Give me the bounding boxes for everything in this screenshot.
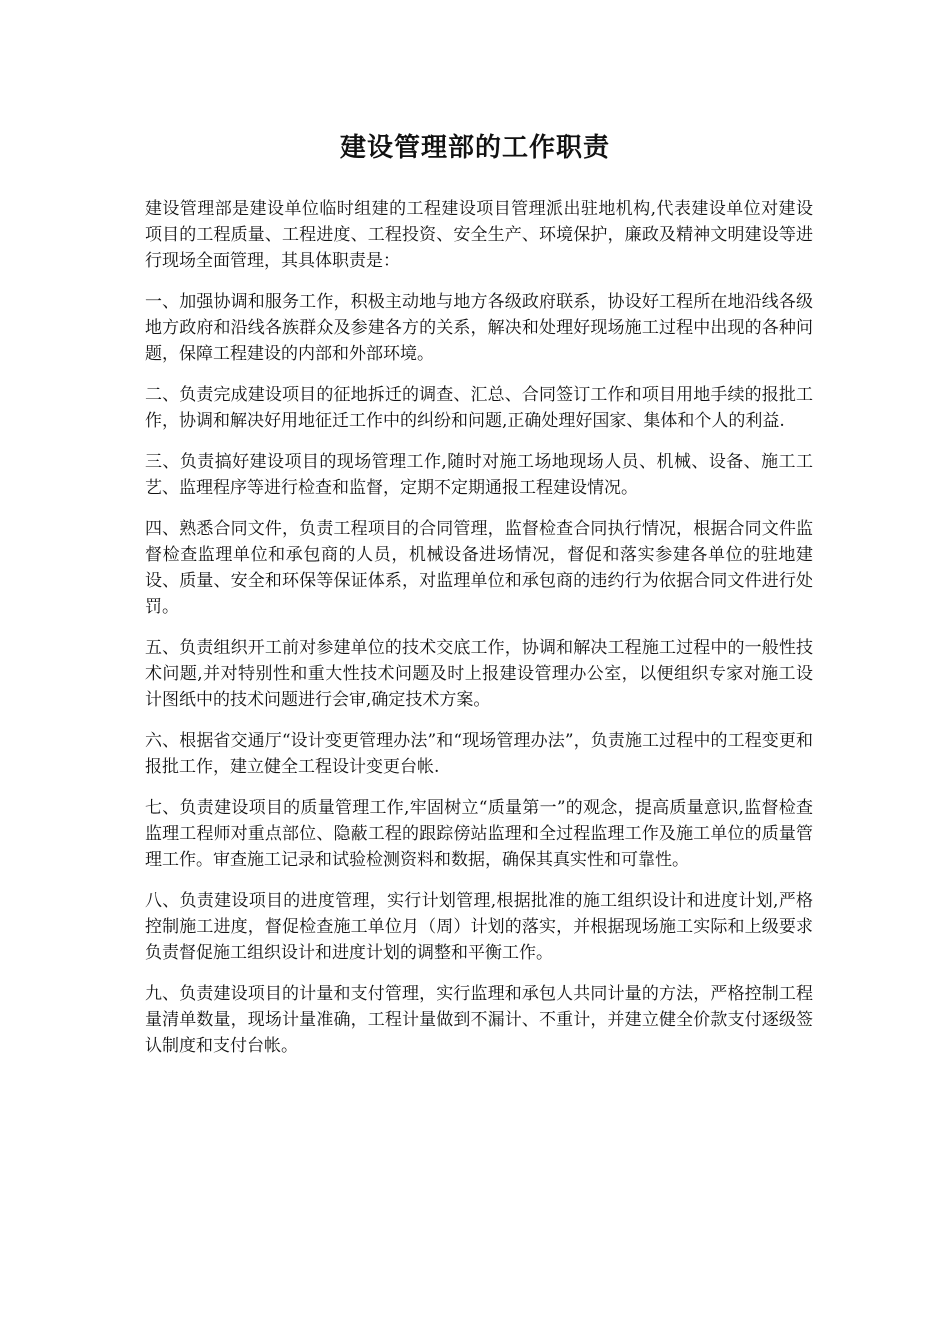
duty-paragraph-5: 五、负责组织开工前对参建单位的技术交底工作，协调和解决工程施工过程中的一般性技术问题,并对特别性和重大性技术问题及时上报建设管理办公室，以便组织专家对施工设计图纸中的技术问题进行会审,确定技术方案。: [145, 638, 813, 710]
duty-paragraph-7: 七、负责建设项目的质量管理工作,牢固树立“质量第一”的观念，提高质量意识,监督检查监理工程师对重点部位、隐蔽工程的跟踪傍站监理和全过程监理工作及施工单位的质量管理工作。审查施工记录和试验检测资料和数据，确保其真实性和可靠性。: [145, 798, 813, 870]
document-body: [145, 196, 813, 1074]
duty-paragraph-9: 九、负责建设项目的计量和支付管理，实行监理和承包人共同计量的方法，严格控制工程量清单数量，现场计量准确，工程计量做到不漏计、不重计，并建立健全价款支付逐级签认制度和支付台帐。: [145, 984, 813, 1056]
duty-paragraph-4: 四、熟悉合同文件，负责工程项目的合同管理，监督检查合同执行情况，根据合同文件监督检查监理单位和承包商的人员，机械设备进场情况，督促和落实参建各单位的驻地建设、质量、安全和环保等保证体系，对监理单位和承包商的违约行为依据合同文件进行处罚。: [145, 519, 813, 617]
duty-paragraph-1: 一、加强协调和服务工作，积极主动地与地方各级政府联系，协设好工程所在地沿线各级地方政府和沿线各族群众及参建各方的关系，解决和处理好现场施工过程中出现的各种问题，保障工程建设的内部和外部环境。: [145, 292, 813, 364]
document-title: 建设管理部的工作职责: [339, 133, 610, 163]
duty-paragraph-8: 八、负责建设项目的进度管理，实行计划管理,根据批准的施工组织设计和进度计划,严格控制施工进度，督促检查施工单位月（周）计划的落实，并根据现场施工实际和上级要求负责督促施工组织设计和进度计划的调整和平衡工作。: [145, 891, 813, 963]
intro-paragraph: 建设管理部是建设单位临时组建的工程建设项目管理派出驻地机构,代表建设单位对建设项目的工程质量、工程进度、工程投资、安全生产、环境保护，廉政及精神文明建设等进行现场全面管理，其具体职责是：: [145, 199, 813, 271]
duty-paragraph-6: 六、根据省交通厅“设计变更管理办法”和“现场管理办法”，负责施工过程中的工程变更和报批工作，建立健全工程设计变更台帐.: [145, 731, 813, 777]
duty-paragraph-3: 三、负责搞好建设项目的现场管理工作,随时对施工场地现场人员、机械、设备、施工工艺、监理程序等进行检查和监督，定期不定期通报工程建设情况。: [145, 452, 813, 498]
duty-paragraph-2: 二、负责完成建设项目的征地拆迁的调查、汇总、合同签订工作和项目用地手续的报批工作，协调和解决好用地征迁工作中的纠纷和问题,正确处理好国家、集体和个人的利益.: [145, 385, 813, 431]
